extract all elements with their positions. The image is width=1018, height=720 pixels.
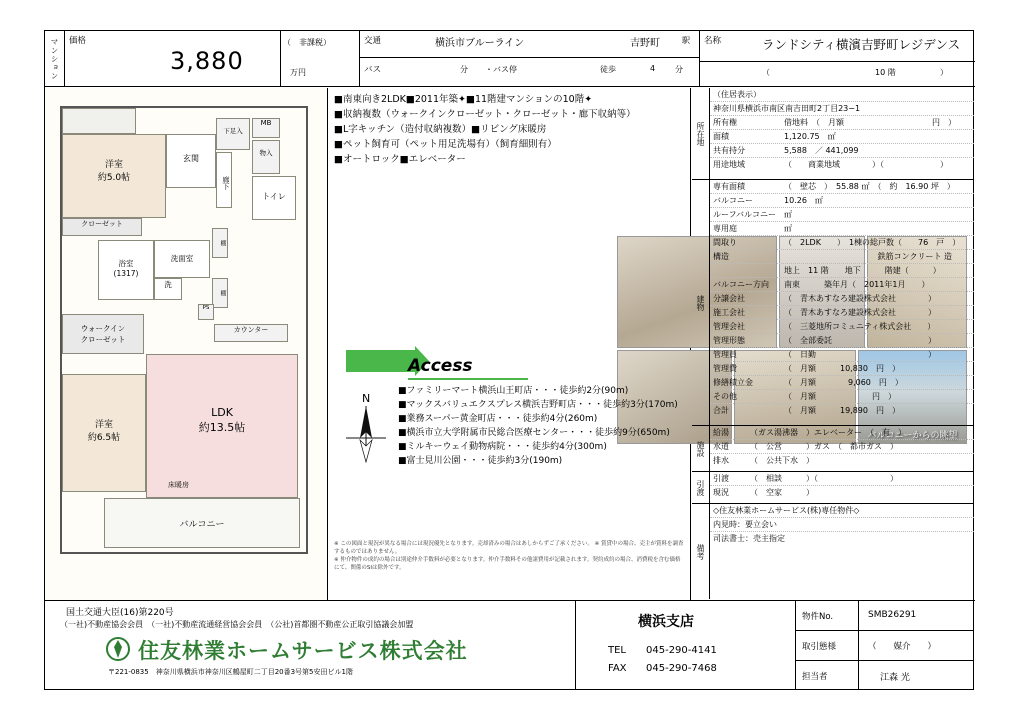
disclaimer-line: ※ この図面と現況が異なる場合には現況優先となります。売却済みの場合はあしからずご了承ください。 ※ 賞貸中の場合、売主が賞料を調査するものではありません。	[334, 541, 684, 555]
spec-label-notes: 備考	[692, 504, 710, 599]
traffic-cell	[360, 31, 700, 87]
spec-body-notes	[710, 504, 974, 599]
spec-key: その他	[713, 392, 737, 401]
flyer-sheet	[44, 30, 974, 690]
name-cell	[700, 31, 975, 87]
walk-label: 徒歩	[600, 65, 616, 74]
branch-name: 横浜支店	[638, 614, 694, 630]
spec-value: （ 壁芯 ） 55.88 ㎡ （ 約 16.90 坪 ）	[784, 182, 955, 191]
walk-minutes: 4	[650, 64, 656, 73]
spec-row	[710, 158, 974, 171]
bus-label: バス	[364, 65, 382, 75]
spec-value: （ 青木あすなろ建設株式会社 ）	[784, 308, 936, 317]
spec-value: 南東 築年月（ 2011年1月 ）	[784, 280, 930, 289]
access-title: Access	[408, 356, 473, 376]
spec-value: 1,120.75 ㎡	[784, 132, 836, 141]
spec-body-facility	[710, 426, 974, 471]
feature-list	[334, 92, 686, 167]
plan-room-western-5: 洋室 約5.0帖	[62, 134, 166, 218]
spec-section-handover	[692, 472, 974, 504]
spec-row	[710, 472, 974, 486]
bus-stop-label: ・バス停	[485, 65, 517, 74]
spec-value: 鉄筋コンクリート 造	[877, 252, 952, 261]
feature-item: ■L字キッチン（造付収納複数）■リビング床暖房	[334, 124, 547, 135]
spec-value: 地上 11 階 地下 階建（ ）	[784, 266, 941, 275]
price-cell	[65, 31, 360, 87]
floor-paren-close: ）	[940, 68, 948, 77]
plan-balcony: バルコニー	[104, 498, 300, 548]
spec-value: （ 商業地域 ）（ ）	[784, 160, 948, 169]
access-item: ■富士見川公園・・・徒歩約3分(190m)	[398, 456, 563, 466]
traffic-station-unit: 駅	[682, 36, 690, 45]
tel-number: 045-290-4141	[646, 645, 717, 656]
spec-body-building	[710, 180, 974, 425]
spec-value: （ 2LDK ） 1棟の総戸数（ 76 戸 ）	[784, 238, 961, 247]
access-item: ■ファミリーマート横浜山王町店・・・徒歩約2分(90m)	[398, 386, 629, 396]
spec-row	[710, 486, 974, 499]
fax-label: FAX	[608, 663, 627, 674]
spec-value	[784, 88, 974, 101]
spec-key: 専有面積	[713, 182, 745, 191]
plan-room-western-6: 洋室 約6.5帖	[62, 374, 146, 492]
spec-key: 修繕積立金	[713, 378, 753, 387]
spec-value: ㎡	[784, 224, 792, 233]
spec-key: （住居表示）	[713, 90, 761, 99]
spec-key: 管理形態	[713, 336, 745, 345]
plan-shelf-1: 棚	[212, 228, 228, 258]
plan-upper-balcony	[62, 108, 136, 134]
spec-row	[710, 440, 974, 454]
spec-value: （ 三菱地所コミュニティ株式会社 ）	[784, 322, 936, 331]
association-memberships: （一社)不動産協会会員 （一社)不動産流通経営協会会員 （公社)首都圏不動産公正取引協議会加盟	[60, 620, 414, 629]
spec-body-location	[710, 88, 974, 179]
company-address: 〒221-0835 神奈川県横浜市神奈川区鶴屋町二丁目20番3号第5安田ビル1階	[108, 668, 353, 676]
plan-counter: カウンター	[214, 324, 288, 342]
spec-key: 引渡	[713, 474, 729, 483]
spec-row	[710, 454, 974, 467]
plan-walkin-closet: ウォークイン クローゼット	[62, 314, 144, 354]
spec-row	[710, 376, 974, 390]
company-name: 住友林業ホームサービス株式会社	[138, 639, 468, 663]
spec-row	[710, 518, 974, 532]
spec-row	[710, 306, 974, 320]
spec-key: 用途地域	[713, 160, 745, 169]
spec-row	[710, 130, 974, 144]
spec-key: バルコニー方向	[713, 280, 769, 289]
spec-row	[710, 236, 974, 250]
spec-row	[710, 194, 974, 208]
spec-row	[710, 88, 974, 102]
footer-meta-block	[796, 601, 974, 690]
price-tax-note: （ 非課税）	[283, 38, 331, 47]
tel-label: TEL	[608, 645, 626, 656]
spec-key: 分譲会社	[713, 294, 745, 303]
spec-row	[710, 250, 974, 264]
spec-key: 管理費	[713, 364, 737, 373]
access-arrow-icon	[346, 350, 416, 372]
spec-key: 管理員	[713, 350, 737, 359]
price-unit: 万円	[290, 68, 306, 77]
plan-toilet: トイレ	[252, 176, 296, 220]
traffic-line: 横浜市ブルーライン	[435, 38, 525, 49]
spec-row	[710, 404, 974, 417]
price-value: 3,880	[170, 47, 244, 75]
spec-row	[710, 334, 974, 348]
spec-key: 構造	[713, 252, 729, 261]
photo-caption: バルコニーからの眺望	[867, 431, 958, 441]
agent-name: 江森 光	[880, 673, 910, 683]
plan-shoe-box: 下足入	[216, 118, 250, 150]
spec-value: 借地料 （ 月額 円 ）	[784, 118, 956, 127]
spec-row	[710, 278, 974, 292]
floor-value: 10 階	[875, 68, 896, 77]
spec-section-building	[692, 180, 974, 426]
spec-key: 施工会社	[713, 308, 745, 317]
spec-key: 管理会社	[713, 322, 745, 331]
plan-closet: クローゼット	[62, 218, 142, 236]
spec-value: （ 全部委託 ）	[784, 336, 936, 345]
access-list	[398, 384, 678, 468]
spec-key: 間取り	[713, 238, 737, 247]
spec-value: ㎡	[784, 210, 792, 219]
footer	[46, 601, 974, 690]
spec-key: 所有権	[713, 118, 737, 127]
spec-value: ◇住友林業ホームサービス(株)専任物件◇	[713, 506, 860, 515]
spec-label-handover: 引渡	[692, 472, 710, 503]
spec-value: 内見時：要立会い	[713, 520, 777, 529]
spec-table	[692, 88, 974, 600]
plan-laundry: 洗	[154, 278, 182, 300]
spec-value: （ 月額 19,890 円 ）	[784, 406, 900, 415]
disclaimer-line: ※ 仲介物件の成約の場合は別途仲介手数料が必要となります。仲介手数料その他諸費用が記載されます。契約成約の場合、消費税を含む価格にて、関係のSIは除外です。	[334, 557, 681, 571]
spec-section-location	[692, 88, 974, 180]
spec-row	[710, 102, 974, 116]
spec-value: （ 月額 円 ）	[784, 392, 896, 401]
plan-corridor: 廊下	[216, 152, 232, 208]
spec-section-notes	[692, 504, 974, 599]
plan-ps: PS	[198, 304, 214, 320]
spec-key: 面積	[713, 132, 729, 141]
spec-row	[710, 390, 974, 404]
spec-value: 神奈川県横浜市南区南吉田町2丁目23−1	[713, 104, 861, 113]
spec-label-building: 建物	[692, 180, 710, 425]
spec-key: 専用庭	[713, 224, 737, 233]
feature-item: ■南東向き2LDK■2011年築✦■11階建マンションの10階✦	[334, 94, 593, 105]
spec-value: （ 相談 ）（ ）	[750, 474, 898, 483]
plan-ldk: LDK 約13.5帖	[146, 354, 298, 498]
spec-value: （ 空家 ）	[750, 488, 814, 497]
feature-item: ■オートロック■エレベーター	[334, 154, 466, 165]
spec-label-location: 所在地	[692, 88, 710, 179]
spec-row	[710, 504, 974, 518]
spec-value: （ 月額 9,060 円 ）	[784, 378, 903, 387]
spec-value: （ 公営 ）ガス （ 都市ガス ）	[750, 442, 898, 451]
spec-body-handover	[710, 472, 974, 503]
floor-plan	[46, 88, 328, 600]
spec-row	[710, 292, 974, 306]
spec-value: （ 青木あすなろ建設株式会社 ）	[784, 294, 936, 303]
spec-label-facility: 施設	[692, 426, 710, 471]
spec-row	[710, 320, 974, 334]
spec-row	[710, 180, 974, 194]
feature-item: ■収納複数（ウォークインクローゼット・クローゼット・廊下収納等）	[334, 109, 636, 120]
spec-key: 現況	[713, 488, 729, 497]
plan-mb: MB	[252, 118, 280, 138]
transaction-type-label: 取引態様	[802, 642, 837, 652]
plan-storage-butsuire: 物入	[252, 140, 280, 174]
spec-key: 排水	[713, 456, 729, 465]
spec-row	[710, 426, 974, 440]
company-logo-icon	[101, 635, 135, 663]
footer-branch-block	[576, 601, 796, 690]
traffic-label: 交通	[364, 36, 382, 46]
spec-value: （ 日勤 ）	[784, 350, 936, 359]
fax-number: 045-290-7468	[646, 663, 717, 674]
access-item: ■ミルキーウェイ動物病院・・・徒歩約4分(300m)	[398, 442, 607, 452]
plan-entrance: 玄関	[166, 134, 216, 188]
spec-key	[710, 264, 784, 277]
floor-paren-open: （	[762, 68, 770, 77]
spec-row	[710, 144, 974, 158]
access-item: ■横浜市立大学附属市民総合医療センター・・・徒歩約9分(650m)	[398, 428, 670, 438]
spec-row	[710, 532, 974, 545]
access-item: ■マックスバリュエクスプレス横浜吉野町店・・・徒歩約3分(170m)	[398, 400, 678, 410]
header-band	[45, 31, 975, 87]
spec-row	[710, 116, 974, 130]
agent-label: 担当者	[802, 672, 828, 682]
spec-value: （ 公共下水 ）	[750, 456, 814, 465]
footer-company-block	[46, 601, 576, 690]
plan-washroom: 洗面室	[154, 240, 210, 278]
spec-row	[710, 264, 974, 278]
bukken-no-label: 物件No.	[802, 612, 834, 622]
spec-key: ルーフバルコニー	[713, 210, 776, 219]
transaction-type-value: （ 媒介 ）	[868, 642, 937, 652]
traffic-station: 吉野町	[630, 38, 660, 49]
disclaimer-text	[334, 540, 684, 572]
spec-row	[710, 362, 974, 376]
plan-bathroom: 浴室 (1317)	[98, 240, 154, 300]
spec-value: 5,588 ／ 441,099	[784, 146, 859, 155]
spec-row	[710, 208, 974, 222]
bus-minutes: 分	[460, 65, 468, 74]
spec-value: 司法書士：売主指定	[713, 534, 785, 543]
spec-value: （ 月額 10,830 円 ）	[784, 364, 900, 373]
spec-key: バルコニー	[713, 196, 753, 205]
svg-text:N: N	[362, 392, 371, 405]
plan-floor-heating: 床暖房	[168, 481, 189, 489]
name-label: 名称	[704, 36, 722, 46]
license-number: 国土交通大臣(16)第220号	[66, 608, 174, 618]
property-name: ランドシティ横濱吉野町レジデンス	[762, 37, 961, 52]
spec-value: （ガス湯沸器 ）エレベーター （ 有 ）	[750, 428, 906, 437]
spec-row	[710, 222, 974, 236]
spec-key: 給湯	[713, 428, 729, 437]
spec-section-facility	[692, 426, 974, 472]
spec-row	[710, 348, 974, 362]
property-type-label: マンション	[45, 31, 65, 87]
spec-key: 共有持分	[713, 146, 745, 155]
plan-shelf-2: 棚	[212, 278, 228, 308]
access-item: ■業務スーパー黄金町店・・・徒歩約4分(260m)	[398, 414, 598, 424]
price-label: 価格	[69, 36, 87, 46]
spec-key: 合計	[713, 406, 729, 415]
spec-value: 10.26 ㎡	[784, 196, 823, 205]
feature-item: ■ペット飼育可（ペット用足洗場有）（飼育細則有）	[334, 139, 557, 150]
compass-icon	[338, 388, 394, 468]
spec-key: 水道	[713, 442, 729, 451]
walk-unit: 分	[675, 65, 683, 74]
bukken-no-value: SMB26291	[868, 610, 917, 620]
